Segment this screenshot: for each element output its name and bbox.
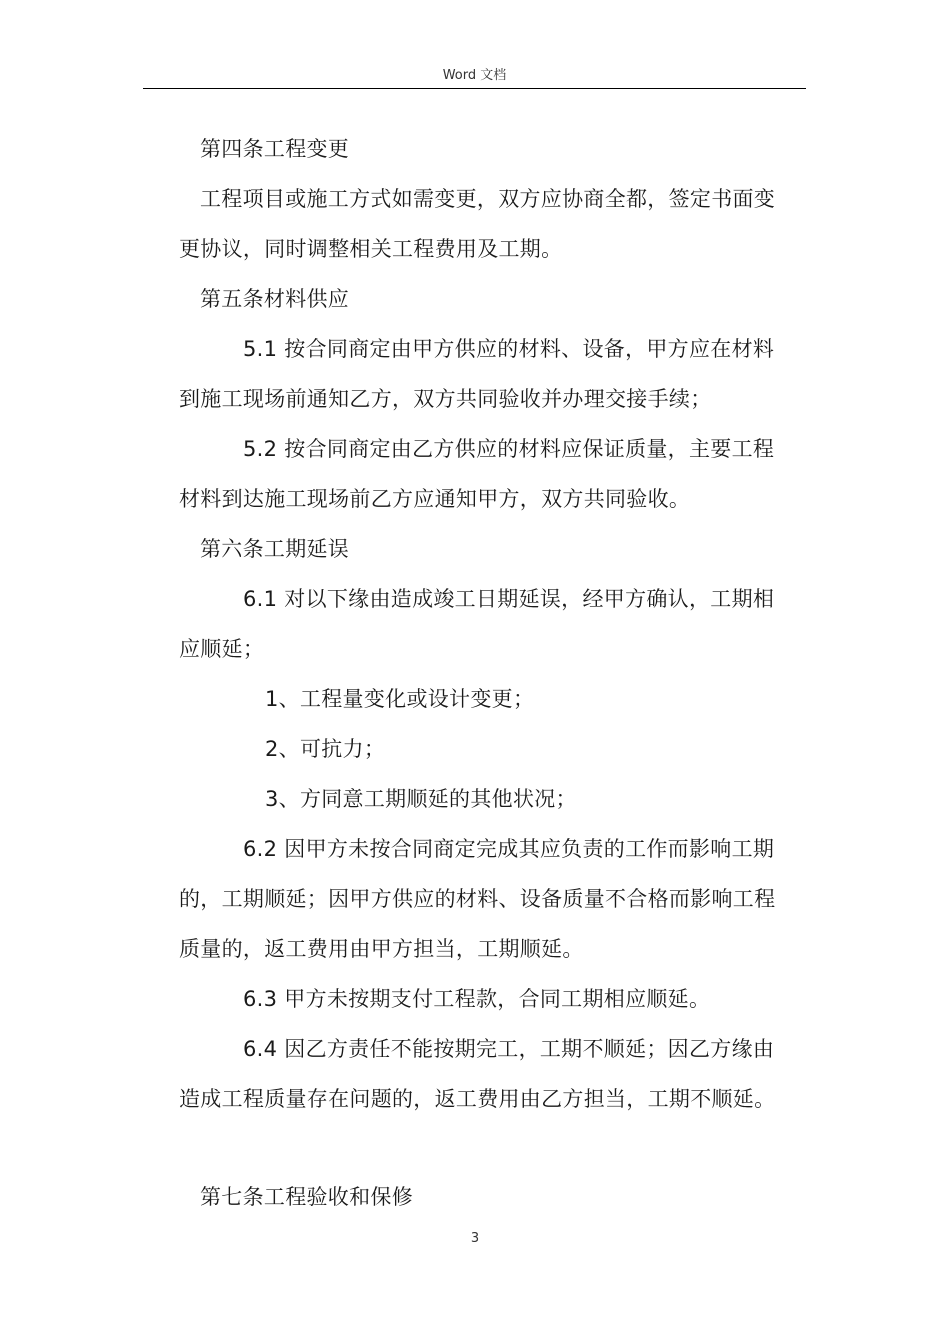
article6-heading: 第六条工期延误 (200, 537, 350, 561)
clause-6-2-line: 6.2 因甲方未按合同商定完成其应负责的工作而影响工期 (243, 837, 775, 861)
clause-6-1-line: 应顺延； (179, 637, 265, 661)
clause-6-4-line: 6.4 因乙方责任不能按期完工，工期不顺延；因乙方缘由 (243, 1037, 775, 1061)
clause-5-2-line: 材料到达施工现场前乙方应通知甲方，双方共同验收。 (179, 487, 691, 511)
article5-heading: 第五条材料供应 (200, 287, 350, 311)
page-number: 3 (470, 1231, 480, 1246)
article4-paragraph-line: 更协议，同时调整相关工程费用及工期。 (179, 237, 563, 261)
list-item: 3、方同意工期顺延的其他状况； (265, 787, 577, 811)
clause-5-1-line: 5.1 按合同商定由甲方供应的材料、设备，甲方应在材料 (243, 337, 775, 361)
clause-6-4-line: 造成工程质量存在问题的，返工费用由乙方担当，工期不顺延。 (179, 1087, 776, 1111)
page-header: Word 文档 (442, 68, 507, 83)
header-divider (143, 88, 806, 89)
list-item: 2、可抗力； (265, 737, 386, 761)
article4-paragraph-line: 工程项目或施工方式如需变更，双方应协商全都，签定书面变 (200, 187, 776, 211)
clause-6-3-line: 6.3 甲方未按期支付工程款，合同工期相应顺延。 (243, 987, 711, 1011)
clause-5-2-line: 5.2 按合同商定由乙方供应的材料应保证质量，主要工程 (243, 437, 775, 461)
article4-heading: 第四条工程变更 (200, 137, 350, 161)
clause-6-2-line: 质量的，返工费用由甲方担当，工期顺延。 (179, 937, 584, 961)
clause-5-1-line: 到施工现场前通知乙方，双方共同验收并办理交接手续； (179, 387, 712, 411)
clause-6-2-line: 的，工期顺延；因甲方供应的材料、设备质量不合格而影响工程 (179, 887, 776, 911)
clause-6-1-line: 6.1 对以下缘由造成竣工日期延误，经甲方确认，工期相 (243, 587, 775, 611)
list-item: 1、工程量变化或设计变更； (265, 687, 535, 711)
article7-heading: 第七条工程验收和保修 (200, 1185, 413, 1209)
